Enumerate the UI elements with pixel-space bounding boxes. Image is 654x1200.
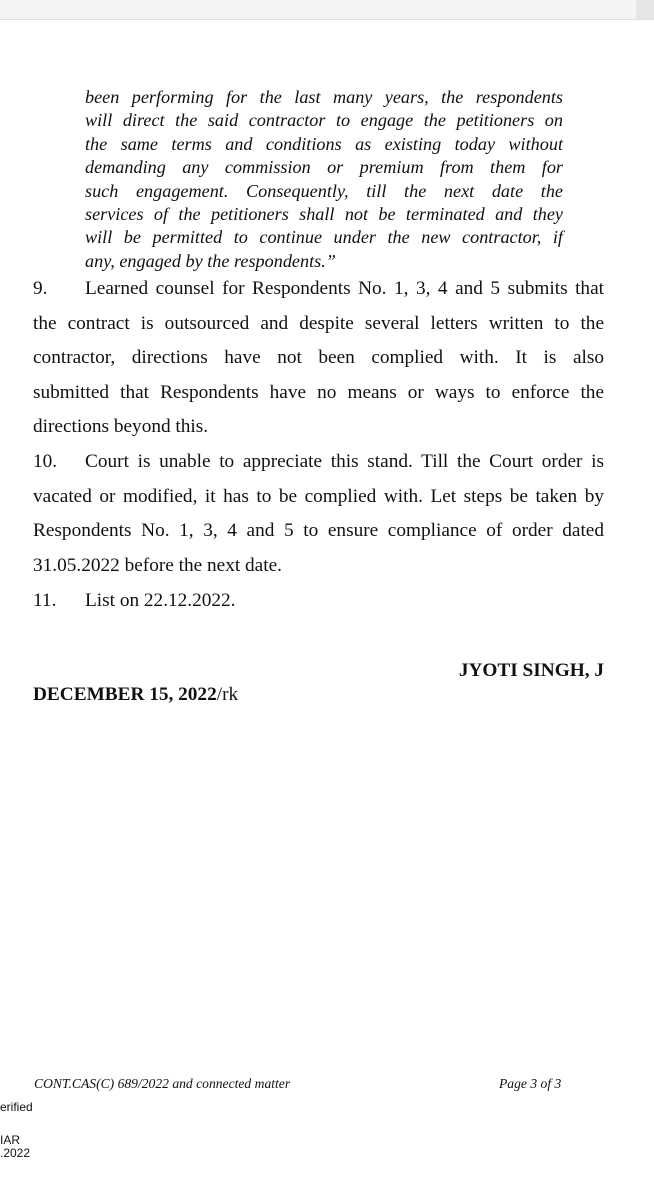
viewer-top-bar [0,0,654,20]
paragraph-line [33,584,604,619]
quote-line: services of the petitioners shall not be terminated and they [85,204,563,225]
paragraph-line [33,272,604,307]
quoted-order-excerpt [85,86,563,273]
quote-line: will direct the said contractor to engage the petitioners on [85,110,563,131]
judge-signature: JYOTI SINGH, J [458,660,604,681]
verification-stamp-text: erified [0,1100,33,1114]
paragraph-line: 31.05.2022 before the next date. [33,554,282,576]
order-date: DECEMBER 15, 2022 [33,684,217,705]
typist-initials: /rk [216,684,239,705]
paragraph-line: directions beyond this. [33,416,209,438]
paragraph-number: 10. [33,451,58,472]
paragraph-9 [33,272,604,445]
quote-line: the same terms and conditions as existing today without [85,133,563,154]
paragraph-text: Learned counsel for Respondents No. 1, 3, 4 and 5 submits that [85,278,604,299]
paragraph-line: submitted that Respondents have no means or ways to enforce the [33,381,604,403]
paragraph-line: contractor, directions have not been complied with. It is also [33,347,604,369]
paragraph-text: Court is unable to appreciate this stand. Till the Court order is [85,451,604,472]
verification-stamp-text: IAR [0,1133,21,1147]
paragraph-line: vacated or modified, it has to be complied with. Let steps be taken by [33,485,604,507]
order-date-line [33,684,238,706]
paragraph-10 [33,445,604,583]
paragraph-line [33,445,604,480]
quote-line: demanding any commission or premium from them for [85,157,563,178]
paragraph-number: 11. [33,590,57,611]
paragraph-text: List on 22.12.2022. [85,590,236,611]
footer-page-number: Page 3 of 3 [499,1076,562,1091]
quote-line: such engagement. Consequently, till the next date the [85,180,563,201]
quote-line: any, engaged by the respondents.” [85,250,336,271]
footer-case-number: CONT.CAS(C) 689/2022 and connected matter [34,1076,291,1091]
viewer-top-bar-edge [636,0,654,19]
quote-line: been performing for the last many years, the respondents [85,87,563,107]
paragraph-number: 9. [33,278,48,299]
verification-stamp-text: .2022 [0,1146,31,1160]
paragraph-line: Respondents No. 1, 3, 4 and 5 to ensure compliance of order dated [33,520,604,542]
quote-line: will be permitted to continue under the new contractor, if [85,227,563,248]
paragraph-11 [33,584,604,619]
paragraph-line: the contract is outsourced and despite several letters written to the [33,312,604,334]
